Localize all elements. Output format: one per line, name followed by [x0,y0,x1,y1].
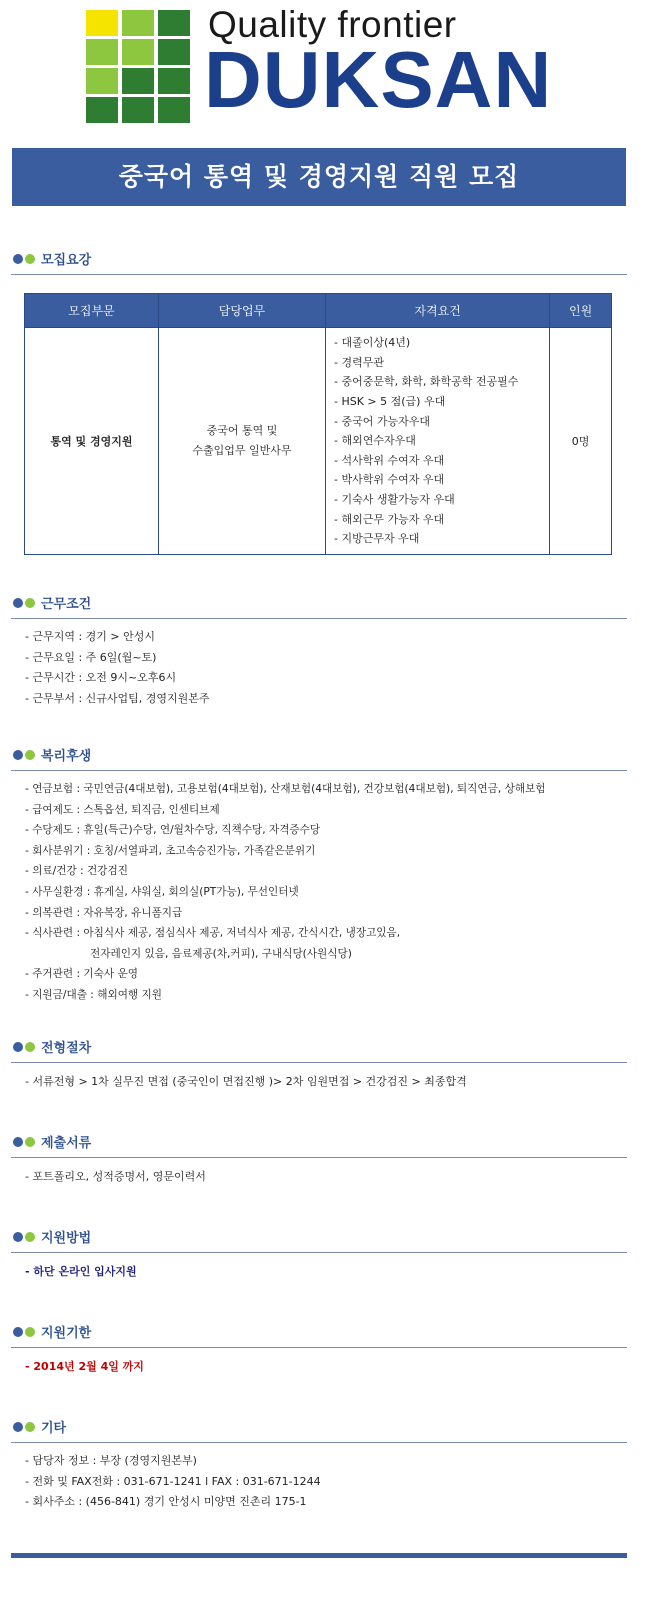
logo-square [86,39,118,65]
section-title: 복리후생 [41,749,92,764]
table-header-cell: 자격요건 [325,294,549,328]
qualification-item: - 중국어 가능자우대 [333,414,430,428]
bullet-green-icon [25,1232,35,1242]
welfare-list [25,779,546,1006]
bullet-green-icon [25,1422,35,1432]
list-item: - 담당자 정보 : 부장 (경영지원본부) [25,1454,197,1467]
bullet-green-icon [25,254,35,264]
deadline-text: - 2014년 2월 4일 까지 [25,1360,144,1373]
bullet-blue-icon [13,598,23,608]
section-header-conditions [11,590,627,619]
logo-square [122,97,154,123]
list-item: - 회사분위기 : 호칭/서열파괴, 초고속승진가능, 가족같은분위기 [25,844,316,857]
logo-tagline: Quality frontier [208,4,457,45]
bullet-green-icon [25,1137,35,1147]
bullet-green-icon [25,1042,35,1052]
logo-square [86,68,118,94]
bullet-blue-icon [13,1042,23,1052]
etc-list [25,1451,321,1513]
division-cell: 통역 및 경영지원 [25,328,159,555]
section-title: 지원기한 [41,1326,92,1341]
list-item: - 식사관련 : 아침식사 제공, 점심식사 제공, 저녁식사 제공, 간식시간, 냉장고있음, [25,927,401,940]
apply-online-text: - 하단 온라인 입사지원 [25,1265,137,1278]
recruit-table [24,293,612,555]
list-item: - 근무부서 : 신규사업팀, 경영지원본주 [25,691,210,705]
qualification-item: - 해외연수자우대 [333,434,416,448]
qualification-item: - 박사학위 수여자 우대 [333,473,445,487]
qualification-item: - 대졸이상(4년) [333,336,411,350]
duty-line: 중국어 통역 및 [206,424,278,437]
duties-cell [158,328,325,555]
list-item: - 근무지역 : 경기 > 안성시 [25,630,156,643]
section-header-process [11,1034,627,1063]
bullet-green-icon [25,598,35,608]
logo-square [158,39,190,65]
qualification-item: - 석사학위 수여자 우대 [333,453,445,467]
documents-list [25,1167,206,1188]
section-header-etc [11,1414,627,1443]
bullet-green-icon [25,1327,35,1337]
bullet-blue-icon [13,1422,23,1432]
qualifications-cell [325,328,549,555]
table-header-row [25,294,612,328]
list-item: - 서류전형 > 1차 실무진 면접 (중국인이 면접진행 )> 2차 임원면접 > 건강검진 > 최종합격 [25,1075,467,1088]
section-header-recruit [11,246,627,275]
section-header-method [11,1224,627,1253]
logo-square [158,10,190,36]
list-item: - 근무시간 : 오전 9시~오후6시 [25,671,177,685]
section-header-deadline [11,1319,627,1348]
method-list [25,1262,137,1283]
process-list [25,1072,467,1093]
list-item: - 의복관련 : 자유복장, 유니폼지급 [25,906,183,919]
logo-square [122,10,154,36]
list-item: - 사무실환경 : 휴게실, 샤워실, 회의실(PT가능), 무선인터넷 [25,885,299,898]
qualification-item: - 해외근무 가능자 우대 [333,512,445,526]
list-item: - 회사주소 : (456-841) 경기 안성시 미양면 진촌리 175-1 [25,1495,307,1509]
list-item: - 전화 및 FAX전화 : 031-671-1241 l FAX : 031-671-1244 [25,1474,321,1488]
section-title: 근무조건 [41,597,92,612]
logo-square [158,97,190,123]
bullet-blue-icon [13,254,23,264]
bullet-blue-icon [13,1232,23,1242]
bullet-green-icon [25,750,35,760]
list-item: - 근무요일 : 주 6일(월~토) [25,650,157,664]
bullet-blue-icon [13,750,23,760]
section-title: 기타 [41,1421,67,1436]
list-item: - 연금보험 : 국민연금(4대보험), 고용보험(4대보험), 산재보험(4대보험), 건강보험(4대보험), 퇴직연금, 상해보험 [25,783,546,795]
logo-square [86,97,118,123]
table-header-cell: 인원 [550,294,612,328]
logo-square [122,68,154,94]
page-title: 중국어 통역 및 경영지원 직원 모집 [12,148,626,206]
section-title: 지원방법 [41,1231,92,1246]
deadline-list [25,1357,144,1378]
logo-square [86,10,118,36]
qualification-item: - 지방근무자 우대 [333,532,420,546]
list-item: - 포트폴리오, 성적증명서, 영문이력서 [25,1170,206,1183]
company-logo [86,4,576,124]
list-item-continued: 전자레인지 있음, 음료제공(차,커피), 구내식당(사원식당) [90,947,352,960]
logo-square [158,68,190,94]
duty-line: 수출입업무 일반사무 [192,444,292,457]
qualification-item: - 기숙사 생활가능자 우대 [333,492,455,506]
qualification-item: - HSK > 5 점(급) 우대 [333,395,446,409]
list-item: - 지원금/대출 : 해외여행 지원 [25,988,162,1001]
list-item: - 의료/건강 : 건강검진 [25,865,128,878]
list-item: - 수당제도 : 휴일(특근)수당, 연/월차수당, 직책수당, 자격증수당 [25,824,321,837]
footer-divider [11,1553,627,1558]
qualification-item: - 경력무관 [333,355,384,369]
section-title: 제출서류 [41,1136,92,1151]
headcount-cell: 0명 [550,328,612,555]
section-header-documents [11,1129,627,1158]
qualification-item: - 중어중문학, 화학, 화학공학 전공필수 [333,375,519,389]
list-item: - 급여제도 : 스톡옵션, 퇴직금, 인센티브제 [25,803,220,816]
conditions-list [25,627,210,709]
table-header-cell: 담당업무 [158,294,325,328]
logo-wordmark: DUKSAN [204,35,553,124]
table-header-cell: 모집부문 [25,294,159,328]
list-item: - 주거관련 : 기숙사 운영 [25,968,138,981]
section-header-welfare [11,742,627,771]
section-title: 모집요강 [41,253,92,268]
section-title: 전형절차 [41,1041,92,1056]
logo-square [122,39,154,65]
table-row [25,328,612,555]
bullet-blue-icon [13,1327,23,1337]
bullet-blue-icon [13,1137,23,1147]
